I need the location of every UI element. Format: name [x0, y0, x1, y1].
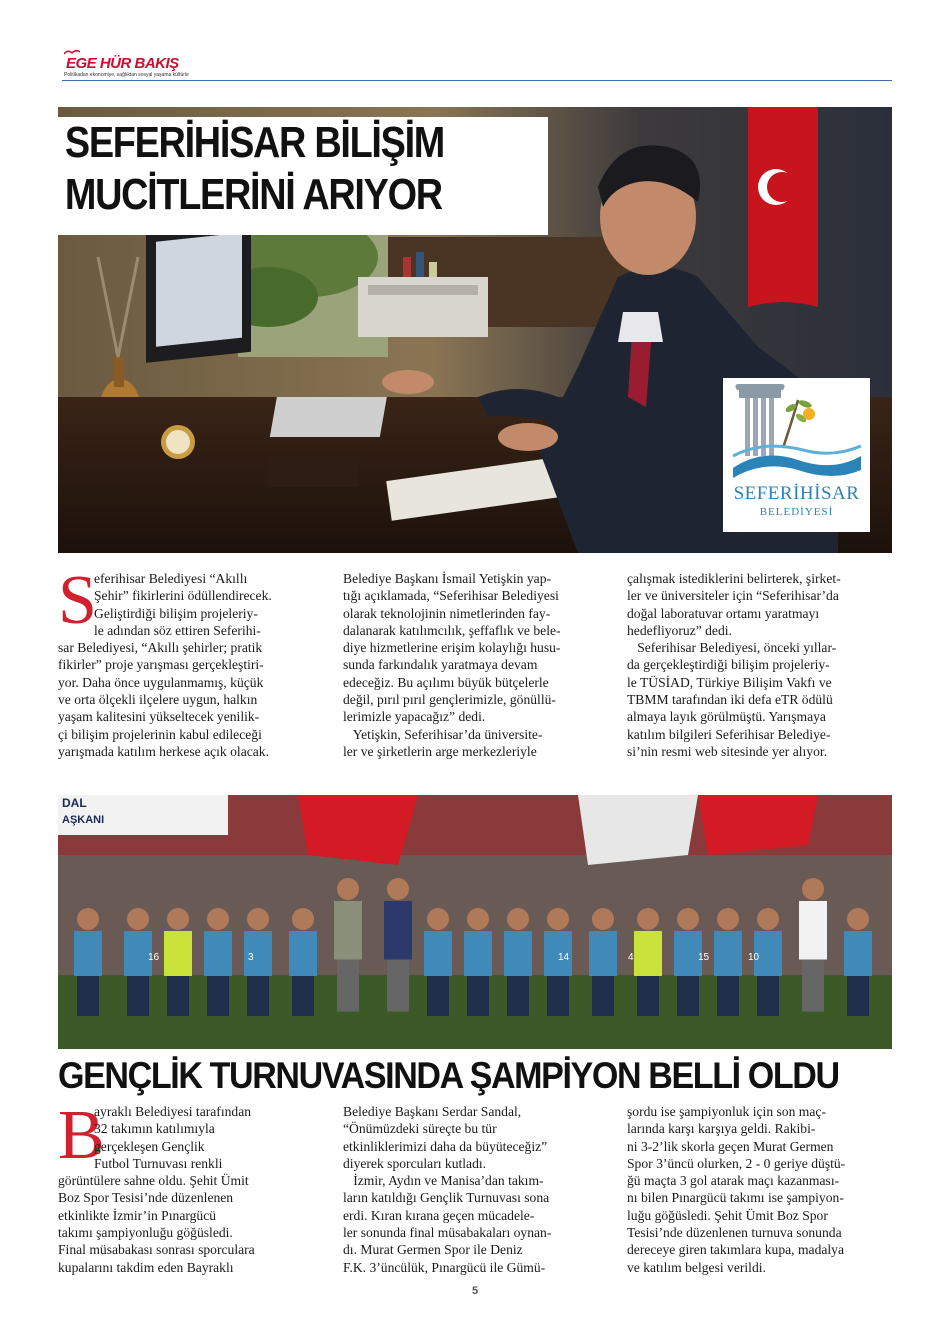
text-line: sar Belediyesi, “Akıllı şehirler; pratik: [58, 640, 263, 656]
player-legs: [717, 976, 739, 1016]
jersey-number: 10: [748, 952, 760, 963]
player-figure: [634, 931, 662, 976]
logo-text: EGE HÜR BAKIŞ: [66, 55, 179, 72]
publication-logo[interactable]: [62, 49, 222, 79]
column-tree-icon: [723, 378, 870, 488]
text-line: ni 3-2’lik skorla geçen Murat Germen: [627, 1138, 834, 1154]
text-line: ler sonunda final müsabakaları oynan-: [343, 1225, 552, 1241]
text-line: Seferihisar Belediyesi, önceki yıllar-: [627, 640, 837, 656]
player-legs: [337, 960, 359, 1012]
article2-col3-text: [627, 1103, 892, 1276]
banner-text: DAL: [62, 796, 87, 810]
player-legs: [467, 976, 489, 1016]
player-figure: [164, 931, 192, 976]
article1-column-2: [343, 570, 605, 760]
text-line: nı bilen Pınargücü takımı ise şampiyon-: [627, 1190, 844, 1206]
text-line: ler ve üniversiteler için “Seferihisar’da: [627, 588, 839, 604]
text-line: doğal laboratuvar ortamı yaratmayı: [627, 605, 820, 621]
player-legs: [507, 976, 529, 1016]
text-line: diyerek sporcuları kutladı.: [343, 1155, 487, 1171]
text-line: Final müsabakası sonrası sporculara: [58, 1242, 255, 1258]
player-head: [847, 908, 869, 930]
text-line: diye hizmetlerine erişim kolaylığı husu-: [343, 640, 561, 656]
text-line: yaşam kalitesini yükseltecek yenilik-: [58, 709, 260, 725]
text-line: yor. Daha önce uygulanmamış, küçük: [58, 674, 264, 690]
article2-column-3: [627, 1103, 892, 1276]
player-figure: [799, 901, 827, 960]
text-line: Geliştirdiği bilişim projeleriy-: [94, 605, 258, 621]
text-line: ğü maçta 3 gol atarak maçı kazanması-: [627, 1173, 840, 1189]
text-line: luğu göğüsledi. Şehit Ümit Boz Spor: [627, 1207, 828, 1223]
jersey-number: 15: [698, 952, 710, 963]
player-head: [757, 908, 779, 930]
seferihisar-municipality-logo: [723, 378, 870, 532]
text-line: Spor 3’üncü olurken, 2 - 0 geriye düştü-: [627, 1155, 846, 1171]
text-line: ayraklı Belediyesi tarafından: [94, 1104, 252, 1119]
text-line: le adından söz ettiren Seferihi-: [94, 622, 261, 638]
text-line: dalanarak katılımcılık, şeffaflık ve bele-: [343, 622, 561, 638]
football-team-photo: [58, 795, 892, 1049]
player-head: [167, 908, 189, 930]
player-figure: [334, 901, 362, 960]
text-line: 32 takımın katılımıyla: [94, 1121, 215, 1137]
player-legs: [247, 976, 269, 1016]
jersey-number: 14: [558, 952, 570, 963]
article1-column-1: [58, 562, 323, 760]
player-head: [337, 878, 359, 900]
text-line: almaya layık görülmüştü. Yarışmaya: [627, 709, 826, 725]
player-figure: [289, 931, 317, 976]
player-head: [507, 908, 529, 930]
text-line: tığı açıklamada, “Seferihisar Belediyesi: [343, 588, 559, 604]
text-line: fikirler” proje yarışması gerçekleştiri-: [58, 657, 264, 673]
logo-tagline: Politikadan ekonomiye, sağlıktan sosyal yaşama kültürle: [64, 72, 189, 78]
text-line: hedefliyoruz” dedi.: [627, 622, 732, 638]
text-line: le TÜSİAD, Türkiye Bilişim Vakfı ve: [627, 674, 832, 690]
text-line: sunda farkındalık yaratmaya devam: [343, 657, 538, 673]
player-figure: [384, 901, 412, 960]
text-line: ler ve şirketlerin arge merkezleriyle: [343, 743, 537, 759]
article1-col1-text: [58, 562, 323, 760]
player-legs: [427, 976, 449, 1016]
team-scene-illustration: [58, 795, 892, 1049]
text-line: çalışmak istediklerini belirterek, şirket-: [627, 571, 841, 586]
dropcap-s: S: [58, 562, 97, 639]
player-figure: [74, 931, 102, 976]
article1-column-3: [627, 570, 892, 760]
text-line: da gerçekleştirdiği bilişim projeleriy-: [627, 657, 830, 673]
text-line: takımı şampiyonluğu göğüsledi.: [58, 1225, 233, 1241]
headline-line-1: SEFERİHİSAR BİLİŞİM: [64, 118, 445, 167]
text-line: Belediye Başkanı Serdar Sandal,: [343, 1104, 522, 1119]
text-line: edeceğiz. Bu açılımı büyük bütçelerle: [343, 674, 549, 690]
player-legs: [292, 976, 314, 1016]
text-line: Tesisi’nde düzenlenen turnuva sonunda: [627, 1225, 842, 1241]
masthead: [62, 49, 892, 83]
text-line: etkinliklerimizi daha da büyüteceğiz”: [343, 1138, 548, 1154]
text-line: TBMM tarafından iki defa eTR ödülü: [627, 692, 833, 708]
logo-text-belediyesi: BELEDİYESİ: [759, 506, 834, 518]
text-line: Futbol Turnuvası renkli: [94, 1155, 223, 1171]
text-line: dı. Murat Germen Spor ile Deniz: [343, 1242, 523, 1258]
text-line: Belediye Başkanı İsmail Yetişkin yap-: [343, 571, 552, 586]
player-legs: [677, 976, 699, 1016]
article2-column-1: [58, 1097, 323, 1276]
player-head: [77, 908, 99, 930]
player-head: [207, 908, 229, 930]
player-head: [592, 908, 614, 930]
article2-column-2: [343, 1103, 605, 1276]
jersey-number: 16: [148, 952, 160, 963]
player-head: [637, 908, 659, 930]
text-line: olarak teknolojinin nimetlerinden fay-: [343, 605, 551, 621]
text-line: ve orta ölçekli ilçelere uygun, halkın: [58, 692, 258, 708]
article1-col3-text: [627, 570, 892, 760]
player-figure: [464, 931, 492, 976]
player-legs: [547, 976, 569, 1016]
player-legs: [847, 976, 869, 1016]
player-legs: [802, 960, 824, 1012]
text-line: lerimizle yapacağız” dedi.: [343, 709, 486, 725]
player-legs: [387, 960, 409, 1012]
banner-text-2: AŞKANI: [62, 814, 105, 826]
header-rule: [62, 80, 892, 81]
dropcap-b: B: [58, 1097, 105, 1174]
player-legs: [77, 976, 99, 1016]
article2-col1-text: [58, 1097, 323, 1276]
logo-text-seferihisar: SEFERİHİSAR: [733, 483, 860, 504]
player-head: [802, 878, 824, 900]
player-head: [247, 908, 269, 930]
player-head: [387, 878, 409, 900]
text-line: si’nin resmi web sitesinde yer alıyor.: [627, 743, 828, 759]
text-line: Yetişkin, Seferihisar’da üniversite-: [343, 726, 543, 742]
player-head: [427, 908, 449, 930]
text-line: şordu ise şampiyonluk için son maç-: [627, 1104, 826, 1119]
text-line: ve katılım belgesi verildi.: [627, 1259, 766, 1275]
jersey-number: 4: [628, 952, 634, 963]
headline-line-2: MUCİTLERİNİ ARIYOR: [64, 170, 442, 219]
text-line: erdi. Kıran kırana geçen mücadele-: [343, 1207, 535, 1223]
text-line: İzmir, Aydın ve Manisa’dan takım-: [343, 1173, 544, 1189]
article1-col2-text: [343, 570, 605, 760]
player-head: [127, 908, 149, 930]
text-line: yarışmada katılım herkese açık olacak.: [58, 743, 269, 759]
article2-col2-text: [343, 1103, 605, 1276]
player-figure: [844, 931, 872, 976]
player-figure: [204, 931, 232, 976]
player-head: [677, 908, 699, 930]
player-figure: [504, 931, 532, 976]
text-line: dereceye giren takımlara kupa, madalya: [627, 1242, 845, 1258]
player-head: [717, 908, 739, 930]
player-legs: [167, 976, 189, 1016]
text-line: görüntülere sahne oldu. Şehit Ümit: [58, 1173, 249, 1189]
headline-seferihisar: [58, 117, 548, 235]
player-head: [292, 908, 314, 930]
text-line: Şehir” fikirlerini ödüllendirecek.: [94, 588, 272, 604]
player-legs: [637, 976, 659, 1016]
text-line: katılım bilgileri Seferihisar Belediye-: [627, 726, 831, 742]
text-line: çi bilişim projelerinin kabul edileceği: [58, 726, 262, 742]
text-line: F.K. 3’üncülük, Pınargücü ile Gümü-: [343, 1259, 546, 1275]
text-line: eferihisar Belediyesi “Akıllı: [94, 571, 248, 586]
player-figure: [589, 931, 617, 976]
player-head: [547, 908, 569, 930]
text-line: değil, pırıl pırıl gençlerimizle, gönüllü-: [343, 692, 556, 708]
player-legs: [757, 976, 779, 1016]
text-line: kupalarını takdim eden Bayraklı: [58, 1259, 234, 1275]
text-line: Boz Spor Tesisi’nde düzenlenen: [58, 1190, 234, 1206]
player-legs: [592, 976, 614, 1016]
text-line: etkinlikte İzmir’in Pınargücü: [58, 1207, 217, 1223]
text-line: gerçekleşen Gençlik: [94, 1138, 205, 1154]
player-head: [467, 908, 489, 930]
text-line: “Önümüzdeki süreçte bu tür: [343, 1121, 497, 1137]
player-figure: [714, 931, 742, 976]
player-figure: [424, 931, 452, 976]
text-line: larında karşı karşıya geldi. Rakibi-: [627, 1121, 816, 1137]
jersey-number: 3: [248, 952, 254, 963]
text-line: ların katıldığı Gençlik Turnuvası sona: [343, 1190, 550, 1206]
page-number: 5: [471, 1285, 479, 1297]
headline-genclik: GENÇLİK TURNUVASINDA ŞAMPİYON BELLİ OLDU: [58, 1055, 839, 1096]
player-legs: [127, 976, 149, 1016]
player-legs: [207, 976, 229, 1016]
